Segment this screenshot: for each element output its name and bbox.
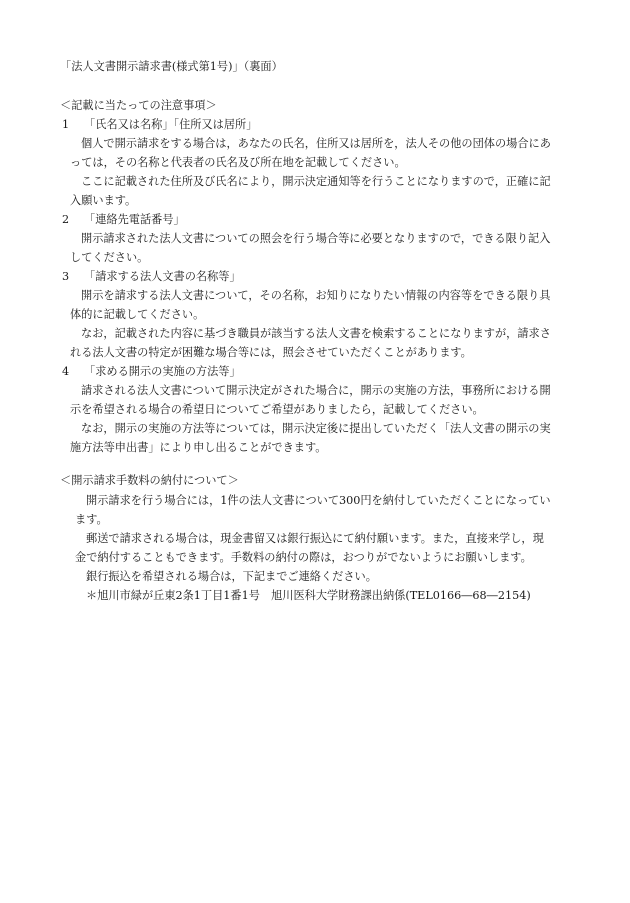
item-title-1: 「氏名又は名称」「住所又は居所」 xyxy=(84,118,258,131)
item-1-line-1: 個人で開示請求をする場合は，あなたの氏名，住所又は居所を，法人その他の団体の場合にあ xyxy=(81,137,551,150)
section-heading-notes: ＜記載に当たっての注意事項＞ xyxy=(60,99,217,112)
item-number-3: 3 xyxy=(62,270,70,283)
item-number-1: 1 xyxy=(62,118,70,131)
item-3-line-4: れる法人文書の特定が困難な場合等には，照会させていただくことがあります。 xyxy=(70,346,472,359)
item-4-line-2: 示を希望される場合の希望日についてご希望がありましたら，記載してください。 xyxy=(70,403,484,416)
fee-contact-address: ＊旭川市緑が丘東2条1丁目1番1号 旭川医科大学財務課出納係(TEL0166―68―2154) xyxy=(86,589,531,602)
item-number-2: 2 xyxy=(62,213,70,226)
item-1-line-2: っては，その名称と代表者の氏名及び所在地を記載してください。 xyxy=(70,156,406,169)
item-title-2: 「連絡先電話番号」 xyxy=(84,213,185,226)
section-heading-fee: ＜開示請求手数料の納付について＞ xyxy=(60,474,239,487)
item-2-line-2: してください。 xyxy=(70,251,149,264)
fee-line-4: 金で納付することもできます。手数料の納付の際は，おつりがでないようにお願いします。 xyxy=(75,551,532,564)
item-3-line-1: 開示を請求する法人文書について，その名称，お知りになりたい情報の内容等をできる限り具 xyxy=(81,289,551,302)
item-3-line-2: 体的に記載してください。 xyxy=(70,308,205,321)
item-4-line-1: 請求される法人文書について開示決定がされた場合に，開示の実施の方法，事務所における開 xyxy=(81,384,551,397)
item-title-3: 「請求する法人文書の名称等」 xyxy=(84,270,241,283)
fee-line-1: 開示請求を行う場合には，1件の法人文書について300円を納付していただくことになってい xyxy=(86,494,551,507)
fee-line-5: 銀行振込を希望される場合は，下記までご連絡ください。 xyxy=(86,570,377,583)
item-2-line-1: 開示請求された法人文書についての照会を行う場合等に必要となりますので，できる限り記入 xyxy=(81,232,551,245)
fee-line-2: ます。 xyxy=(75,513,108,526)
item-4-line-3: なお，開示の実施の方法等については，開示決定後に提出していただく「法人文書の開示の実 xyxy=(81,422,551,435)
item-1-line-3: ここに記載された住所及び氏名により，開示決定通知等を行うことになりますので，正確に記 xyxy=(81,175,551,188)
document-title: 「法人文書開示請求書(様式第1号)」（裏面） xyxy=(60,60,283,73)
item-3-line-3: なお，記載された内容に基づき職員が該当する法人文書を検索することになりますが，請求さ xyxy=(81,327,551,340)
item-title-4: 「求める開示の実施の方法等」 xyxy=(84,365,241,378)
item-1-line-4: 入願います。 xyxy=(70,194,137,207)
item-number-4: 4 xyxy=(62,365,70,378)
fee-line-3: 郵送で請求される場合は，現金書留又は銀行振込にて納付願います。また，直接来学し，現 xyxy=(86,532,544,545)
item-4-line-4: 施方法等申出書」により申し出ることができます。 xyxy=(70,441,327,454)
